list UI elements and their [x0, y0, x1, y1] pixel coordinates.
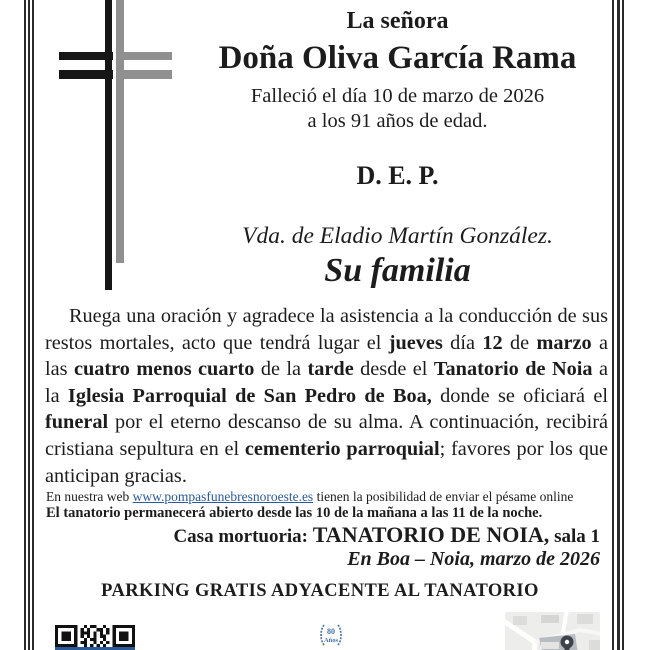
header-block: [185, 6, 610, 291]
announcement-paragraph: Ruega una oración y agradece la asistencia a la conducción de sus restos mortales, acto que tendrá lugar el jueves día 12 de marzo a las cuatro menos cuarto de la tarde desde el Tanatorio de Noia a la Iglesia Parroquial de San Pedro de Boa, donde se oficiará el funeral por el eterno descanso de su alma. A continuación, recibirá cristiana sepultura en el cementerio parroquial; favores por los que anticipan gracias.: [45, 305, 608, 487]
cross-black-arm-bottom: [59, 70, 113, 79]
pesame-website-link[interactable]: www.pompasfunebresnoroeste.es: [132, 489, 314, 504]
border-left-line-1: [24, 0, 26, 650]
border-right-line-2: [617, 0, 620, 650]
cross-black-vertical: [105, 0, 112, 290]
cross-gray-arm-bottom: [117, 70, 172, 79]
cross-gray-arm-top: [117, 52, 172, 60]
border-right-line-3: [622, 0, 624, 650]
death-date-line: Falleció el día 10 de marzo de 2026: [250, 85, 545, 107]
deceased-name: Doña Oliva García Rama: [218, 40, 577, 76]
widow-of-line: Vda. de Eladio Martín González.: [242, 223, 553, 249]
anniversary-80-years-emblem: [317, 621, 345, 650]
border-right-line-1: [612, 0, 614, 650]
honorific: La señora: [346, 8, 449, 34]
website-condolence-line: En nuestra web www.pompasfunebresnoroeste.es tienen la posibilidad de enviar el pésame online: [46, 489, 574, 504]
border-left-line-2: [28, 0, 30, 650]
dep-abbreviation: D. E. P.: [356, 161, 439, 190]
age-line: a los 91 años de edad.: [307, 110, 488, 132]
emblem-caption: Años: [323, 637, 339, 644]
emblem-number: 80: [327, 627, 335, 636]
casa-mortuoria-line: Casa mortuoria: TANATORIO DE NOIA, sala 1: [173, 522, 600, 547]
place-date-line: En Boa – Noia, marzo de 2026: [347, 548, 600, 570]
border-left-line-3: [32, 0, 34, 650]
cross-gray-vertical: [116, 0, 124, 263]
location-map-thumbnail: [505, 612, 600, 650]
signed-by-family: Su familia: [324, 252, 471, 289]
cross-black-arm-top: [59, 52, 113, 60]
tanatorio-hours-line: El tanatorio permanecerá abierto desde las 10 de la mañana a las 11 de la noche.: [46, 505, 543, 521]
parking-notice-line: PARKING GRATIS ADYACENTE AL TANATORIO: [101, 581, 539, 601]
